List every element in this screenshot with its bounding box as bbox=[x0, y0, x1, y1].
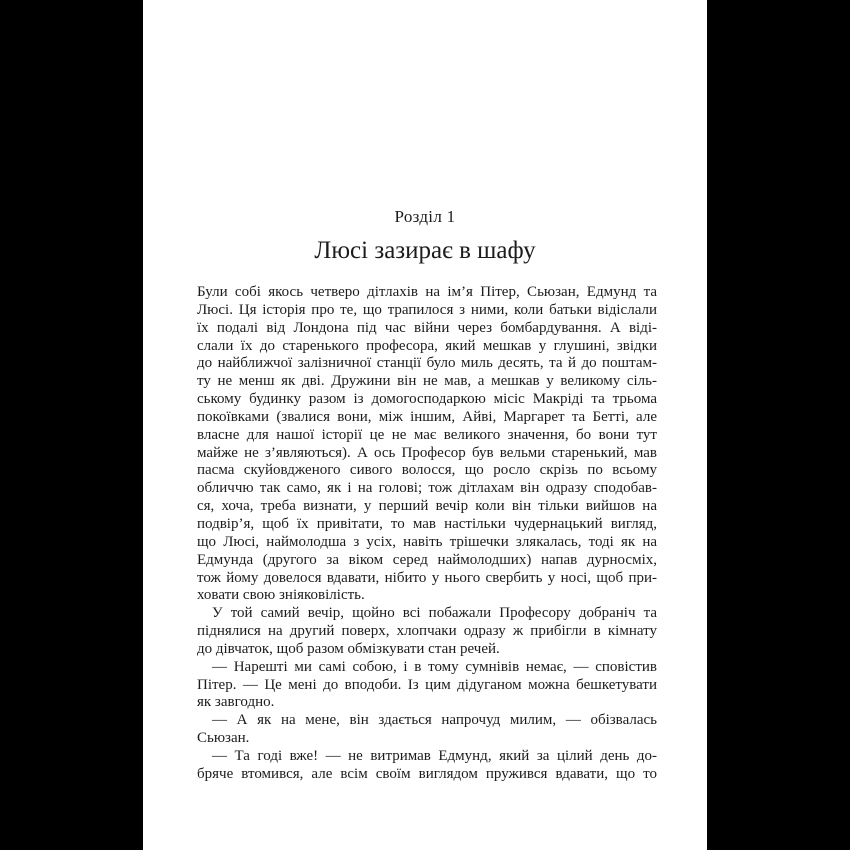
text-line: обличчю так само, як і на голові; тож дітлахам він одразу сподобав- bbox=[197, 480, 657, 497]
book-page bbox=[143, 0, 707, 850]
text-line: Едмунда (другого за віком серед наймолодших) напав дурносміх, bbox=[197, 551, 657, 568]
text-line: майже не з’являються). А ось Професор був вельми старенький, мав bbox=[197, 444, 657, 461]
text-line: слали їх до старенького професора, який мешкав у глушині, звідки bbox=[197, 337, 657, 354]
text-line: — А як на мене, він здається напрочуд милим, — обізвалась bbox=[212, 712, 657, 729]
text-line: ту не менш як дві. Дружини він не мав, а мешкав у великому сіль- bbox=[197, 373, 657, 390]
text-line: ському будинку разом із домогосподаркою місіс Макріді та трьома bbox=[197, 391, 657, 408]
text-line: — Нарешті ми самі собою, і в тому сумнівів немає, — сповістив bbox=[212, 658, 657, 675]
text-line: У той самий вечір, щойно всі побажали Професору добраніч та bbox=[212, 605, 657, 622]
text-line: Люсі. Ця історія про те, що трапилося з ними, коли батьки відіслали bbox=[197, 301, 657, 318]
text-line: до найближчої залізничної станції було миль десять, та й до поштам- bbox=[197, 355, 657, 372]
text-line: до дівчаток, щоб разом обмізкувати стан речей. bbox=[197, 640, 500, 657]
text-line: їх подалі від Лондона під час війни через бомбардування. А віді- bbox=[197, 319, 657, 336]
text-line: ховати свою зніяковілість. bbox=[197, 587, 365, 604]
paragraph bbox=[197, 605, 657, 659]
text-line: бряче втомився, але всім своїм виглядом пружився вдавати, що то bbox=[197, 765, 657, 782]
text-line: піднялися на другий поверх, хлопчаки одразу ж прибігли в кімнату bbox=[197, 623, 657, 640]
text-line: як завгодно. bbox=[197, 694, 275, 711]
paragraph bbox=[197, 284, 657, 605]
paragraph bbox=[197, 712, 657, 748]
text-line: Були собі якось четверо дітлахів на ім’я Пітер, Сьюзан, Едмунд та bbox=[197, 284, 657, 300]
chapter-title: Люсі зазирає в шафу bbox=[314, 237, 536, 264]
chapter-number: Розділ 1 bbox=[394, 207, 456, 226]
text-line: — Та годі вже! — не витримав Едмунд, який за цілий день до- bbox=[212, 747, 657, 764]
text-line: власне для нашої історії це не має великого значення, бо вони тут bbox=[197, 426, 657, 443]
text-line: тож йому довелося вдавати, нібито у нього свербить у носі, щоб при- bbox=[197, 569, 657, 586]
left-margin-bar bbox=[0, 0, 143, 850]
text-line: ся, хоча, треба визнати, у перший вечір коли він тільки вийшов на bbox=[197, 498, 657, 515]
text-line: що Люсі, наймолодша з усіх, навіть трішечки злякалась, тоді як на bbox=[197, 533, 657, 550]
text-line: покоївками (звалися вони, між іншим, Айві, Маргарет та Бетті, але bbox=[197, 408, 657, 425]
text-line: пасма скуйовдженого сивого волосся, що росло скрізь по всьому bbox=[197, 462, 657, 479]
paragraph bbox=[197, 659, 657, 713]
right-margin-bar bbox=[707, 0, 850, 850]
paragraph bbox=[197, 748, 657, 784]
text-line: подвір’я, щоб їх привітати, то мав настільки чудернацький вигляд, bbox=[197, 515, 657, 532]
text-line: Пітер. — Це мені до вподоби. Із цим дідуганом можна бешкетувати bbox=[197, 676, 657, 693]
text-block bbox=[197, 284, 657, 784]
text-line: Сьюзан. bbox=[197, 730, 250, 747]
